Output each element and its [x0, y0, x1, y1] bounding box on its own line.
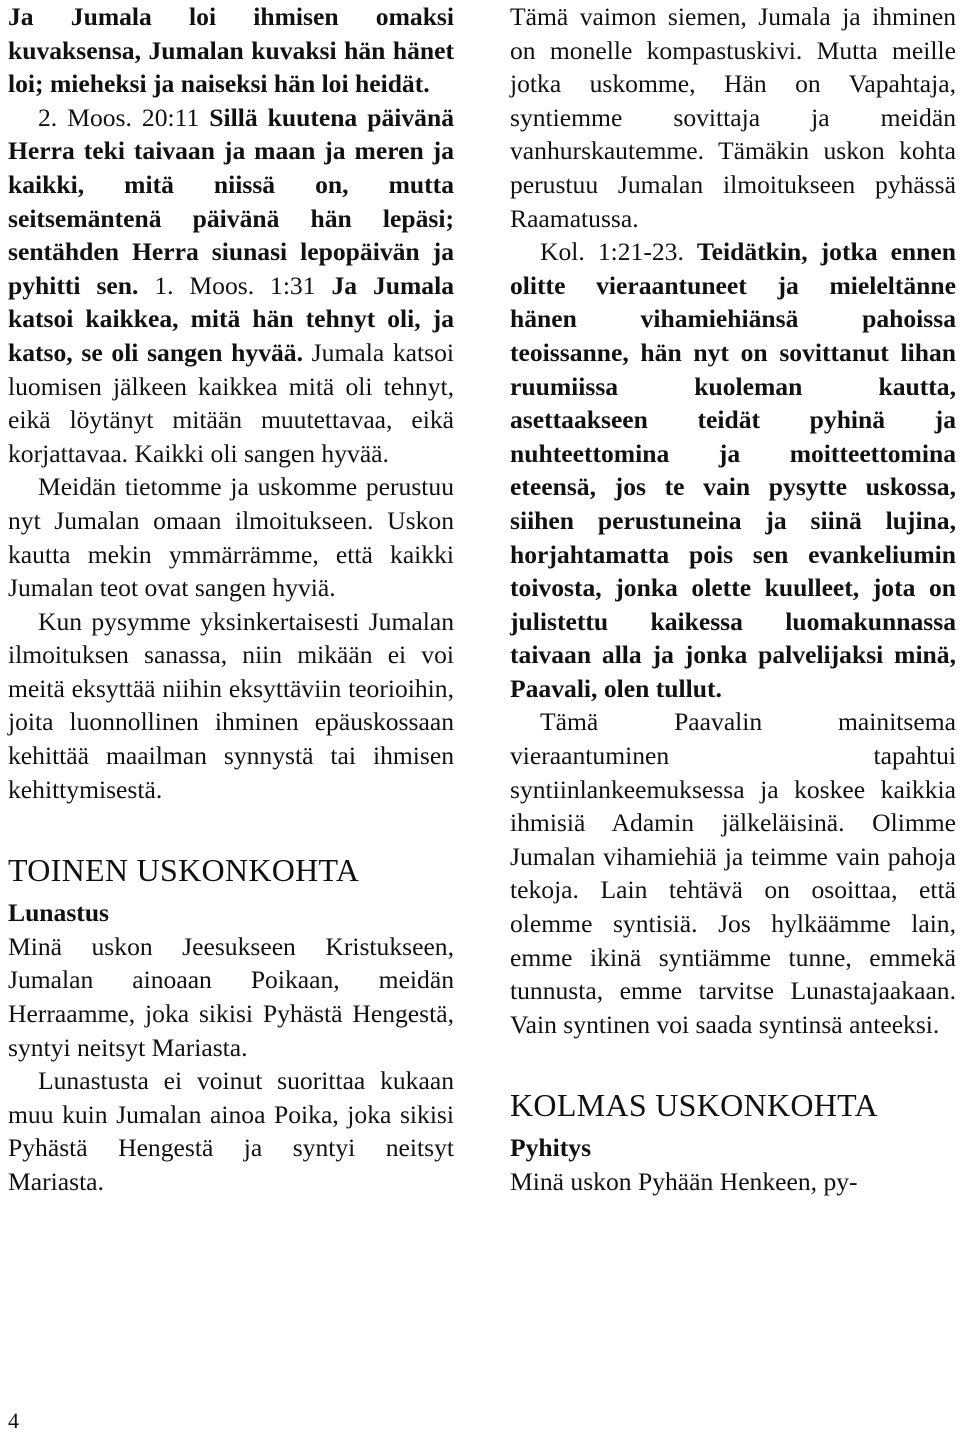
- paragraph: Minä uskon Pyhään Henkeen, py-: [510, 1167, 858, 1196]
- body-text: Jumala katsoi luomisen jälkeen kaikkea mitä oli tehnyt, eikä löytänyt mitään muutettavaa, eikä korjattavaa. Kaikki oli sangen hyvää.: [8, 337, 454, 468]
- paragraph: Tämä Paavalin mainitsema vieraantuminen tapahtui syntiinlankeemuksessa ja koskee kaikkia ihmisiä Adamin jälkeläisinä. Olimme Jumalan vihamiehiä ja teimme vain pahoja tekoja. Lain tehtävä on osoittaa, että olemme syntisiä. Jos hylkäämme lain, emme ikinä syntiämme tunne, emmekä tunnusta, emme tarvitse Lunastajaakaan. Vain syntinen voi saada syntinsä anteeksi.: [510, 707, 956, 1039]
- paragraph: [510, 235, 956, 705]
- paragraph: [8, 0, 454, 101]
- paragraph: Lunastusta ei voinut suorittaa kukaan muu kuin Jumalan ainoa Poika, joka sikisi Pyhästä Hengestä ja syntyi neitsyt Mariasta.: [8, 1066, 454, 1196]
- paragraph: Minä uskon Jeesukseen Kristukseen, Jumalan ainoaan Poikaan, meidän Herraamme, joka sikisi Pyhästä Hengestä, syntyi neitsyt Mariasta.: [8, 931, 454, 1062]
- page-number: 4: [8, 1408, 19, 1433]
- left-column: [8, 0, 454, 1199]
- paragraph: Tämä vaimon siemen, Jumala ja ihminen on monelle kompastuskivi. Mutta meille jotka uskomme, Hän on Vapahtaja, syntiemme sovittaja ja meidän vanhurskautemme. Tämäkin uskon kohta perustuu Jumalan ilmoitukseen pyhässä Raamatussa.: [510, 2, 956, 233]
- bible-quote: Ja Jumala katsoi kaikkea, mitä hän tehnyt oli, ja katso, se oli sangen hyvää.: [8, 270, 454, 367]
- paragraph: Kun pysymme yksinkertaisesti Jumalan ilmoituksen sanassa, niin mikään ei voi meitä eksyttää niihin eksyttäviin teorioihin, joita luonnollinen ihminen epäuskossaan kehittää maailman synnystä tai ihmisen kehittymisestä.: [8, 606, 454, 804]
- section-subheading: Pyhitys: [510, 1133, 592, 1163]
- section-subheading: Lunastus: [8, 898, 110, 928]
- paragraph: Meidän tietomme ja uskomme perustuu nyt Jumalan omaan ilmoitukseen. Uskon kautta mekin ymmärrämme, että kaikki Jumalan teot ovat sangen hyviä.: [8, 472, 454, 603]
- right-column: [510, 0, 956, 1199]
- bible-reference: Kol. 1:21-23.: [540, 237, 697, 267]
- section-heading: TOINEN USKONKOHTA: [8, 852, 360, 889]
- bible-reference: 2. Moos. 20:11: [38, 102, 210, 132]
- bible-reference: 1. Moos. 1:31: [138, 270, 332, 300]
- bible-quote: Teidätkin, jotka ennen olitte vieraantuneet ja mieleltänne hänen vihamiehiänsä pahoissa teoissanne, hän nyt on sovittanut lihan ruumiissa kuoleman kautta, asettaakseen teidät pyhinä ja nuhteettomina ja moitteettomina eteensä, jos te vain pysytte uskossa, siihen perustuneina ja siinä lujina, horjahtamatta pois sen evankeliumin toivosta, jonka olette kuulleet, jota on julistettu kaikessa luomakunnassa taivaan alla ja jonka palvelijaksi minä, Paavali, olen tullut.: [510, 237, 956, 703]
- paragraph: [8, 101, 454, 471]
- section-heading: KOLMAS USKONKOHTA: [510, 1087, 878, 1124]
- bible-quote: Ja Jumala loi ihmisen omaksi kuvaksensa, Jumalan kuvaksi hän hänet loi; mieheksi ja naiseksi hän loi heidät.: [8, 2, 454, 99]
- bible-quote: Sillä kuutena päivänä Herra teki taivaan ja maan ja meren ja kaikki, mitä niissä on, mutta seitsemäntenä päivänä hän lepäsi; sentähden Herra siunasi lepopäivän ja pyhitti sen.: [8, 102, 454, 300]
